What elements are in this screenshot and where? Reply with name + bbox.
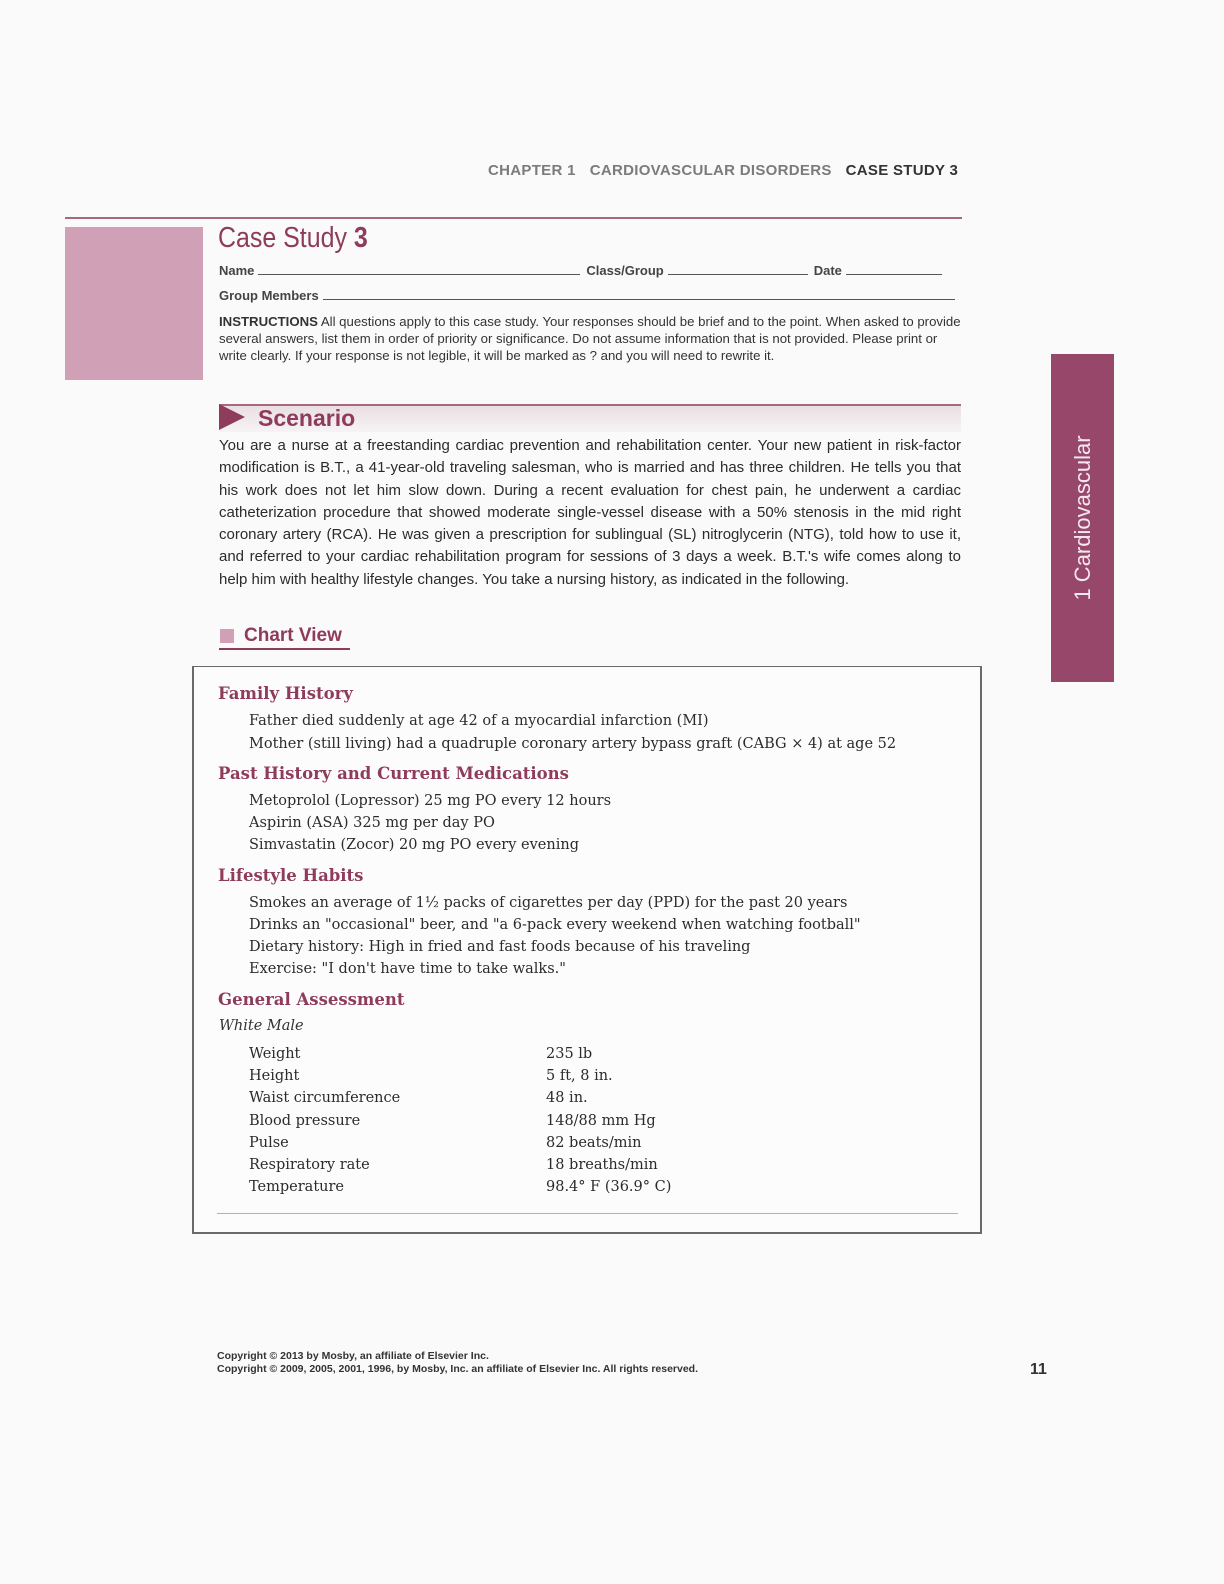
family-history-heading: Family History [218,684,353,703]
square-bullet-icon [220,629,234,643]
title-text: Case Study [218,222,347,254]
running-head [488,162,962,179]
assessment-subheading: White Male [219,1018,304,1034]
class-label: Class/Group [586,263,664,278]
chart-view-underline [219,648,350,650]
assessment-value-waist: 48 in. [546,1090,588,1106]
name-field[interactable] [258,273,580,275]
assessment-value-temperature: 98.4° F (36.9° C) [546,1179,672,1195]
chapter-label: CHAPTER 1 [488,162,576,179]
date-field[interactable] [846,273,942,275]
instructions [219,313,961,364]
lifestyle-item: Dietary history: High in fried and fast foods because of his traveling [249,939,751,955]
case-study-number: 3 [949,162,959,179]
instructions-text: All questions apply to this case study. Your responses should be brief and to the point. When asked to provide several answers, list them in order of priority or significance. Do not assume information that is not provided. Please print or write clearly. If your response is not legible, it will be marked as ? and you will need to rewrite it. [219,314,961,363]
chart-view-heading: Chart View [244,625,342,646]
name-class-date-row [219,263,948,278]
scenario-heading: Scenario [258,405,356,431]
general-assessment-heading: General Assessment [218,990,405,1009]
assessment-label-weight: Weight [249,1046,301,1062]
assessment-label-respiratory-rate: Respiratory rate [249,1157,370,1173]
instructions-lead: INSTRUCTIONS [219,314,318,329]
scenario-text: You are a nurse at a freestanding cardiac prevention and rehabilitation center. Your new patient in risk-factor modification is B.T., a 41-year-old traveling salesman, who is married and has three children. He tells you that his work does not let him slow down. During a recent evaluation for chest pain, he underwent a cardiac catheterization procedure that showed moderate single-vessel disease with a 50% stenosis in the mid right coronary artery (RCA). He was given a prescription for sublingual (SL) nitroglycerin (NTG), told how to use it, and referred to your cardiac rehabilitation program for sessions of 3 days a week. B.T.'s wife comes along to help him with healthy lifestyle changes. You take a nursing history, as indicated in the following. [219,437,961,588]
assessment-value-respiratory-rate: 18 breaths/min [546,1157,658,1173]
play-arrow-icon [219,404,245,430]
family-history-item: Father died suddenly at age 42 of a myocardial infarction (MI) [249,713,709,729]
name-label: Name [219,263,255,278]
copyright-line: Copyright © 2013 by Mosby, an affiliate of Elsevier Inc. [217,1350,489,1362]
past-history-heading: Past History and Current Medications [218,764,569,783]
copyright [217,1350,698,1376]
case-study-label: CASE STUDY [845,162,946,179]
medication-item: Metoprolol (Lopressor) 25 mg PO every 12 hours [249,793,612,809]
assessment-value-weight: 235 lb [546,1046,593,1062]
assessment-label-waist: Waist circumference [249,1090,401,1106]
top-rule [65,217,962,219]
assessment-value-height: 5 ft, 8 in. [546,1068,613,1084]
group-members-label: Group Members [219,288,319,303]
lifestyle-item: Smokes an average of 1½ packs of cigarettes per day (PPD) for the past 20 years [249,895,848,911]
chapter-title: CARDIOVASCULAR DISORDERS [589,162,832,179]
class-field[interactable] [668,273,808,275]
assessment-label-temperature: Temperature [249,1179,344,1195]
page-number: 11 [1030,1361,1047,1378]
date-label: Date [813,263,842,278]
chapter-side-tab-label: 1 Cardiovascular [1070,435,1095,601]
lifestyle-item: Drinks an "occasional" beer, and "a 6-pack every weekend when watching football" [249,917,861,933]
lifestyle-heading: Lifestyle Habits [218,866,364,885]
assessment-label-height: Height [249,1068,300,1084]
lifestyle-item: Exercise: "I don't have time to take walks." [249,961,566,977]
group-members-field[interactable] [323,298,955,300]
decorative-block [65,227,203,380]
medication-item: Aspirin (ASA) 325 mg per day PO [249,815,495,831]
chart-bottom-rule [217,1213,958,1214]
page-title [218,222,368,255]
assessment-label-blood-pressure: Blood pressure [249,1113,361,1129]
medication-item: Simvastatin (Zocor) 20 mg PO every evening [249,837,579,853]
title-number: 3 [353,222,368,254]
assessment-value-blood-pressure: 148/88 mm Hg [546,1113,656,1129]
group-members-row [219,288,961,303]
copyright-line: Copyright © 2009, 2005, 2001, 1996, by Mosby, Inc. an affiliate of Elsevier Inc. All rights reserved. [217,1363,699,1375]
family-history-item: Mother (still living) had a quadruple coronary artery bypass graft (CABG × 4) at age 52 [249,736,897,752]
assessment-value-pulse: 82 beats/min [546,1135,642,1151]
assessment-label-pulse: Pulse [249,1135,289,1151]
